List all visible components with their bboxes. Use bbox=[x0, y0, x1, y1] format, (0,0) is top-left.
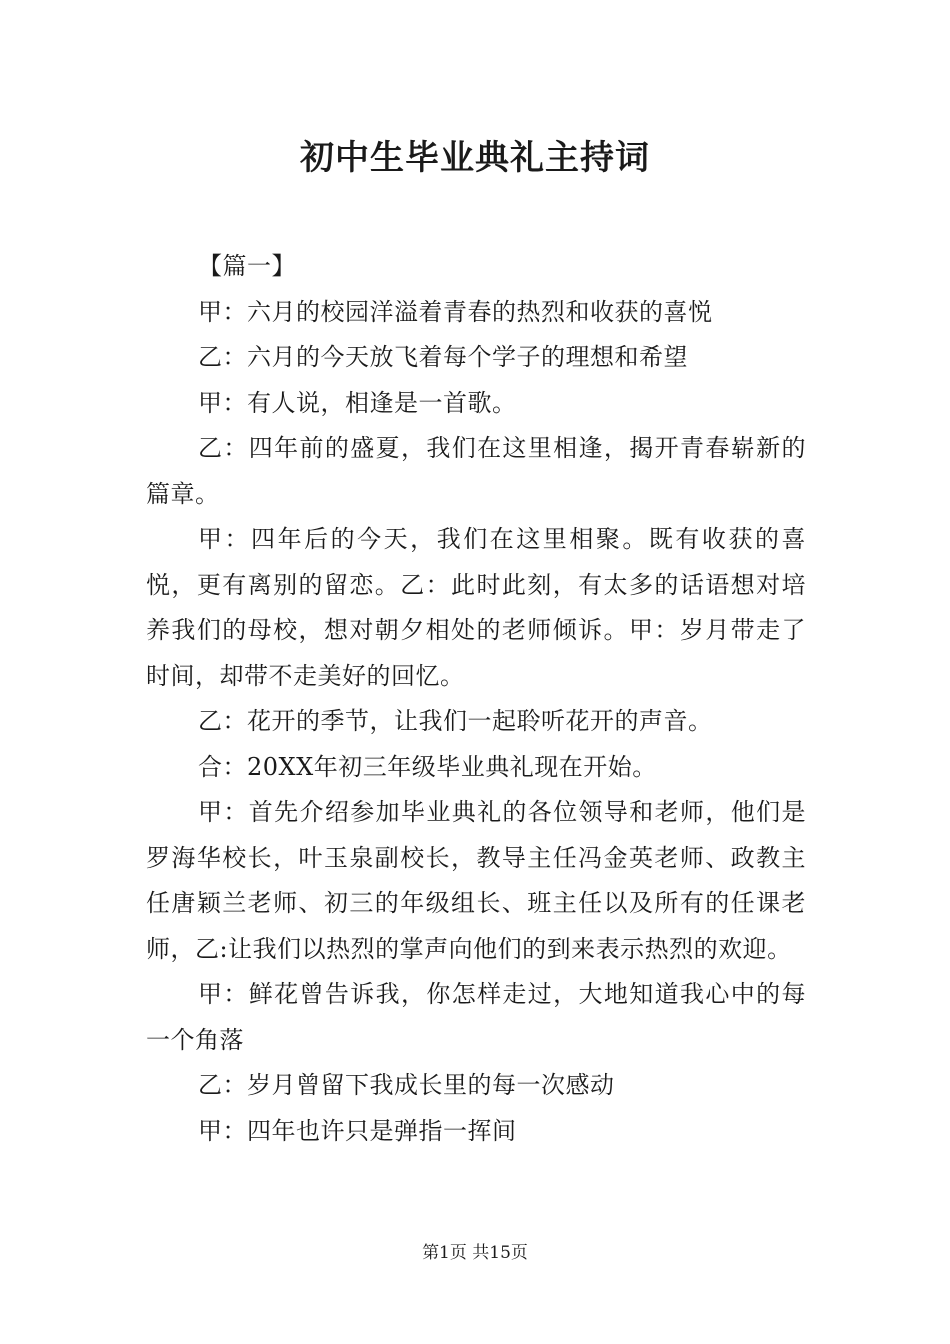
paragraph: 乙：花开的季节，让我们一起聆听花开的声音。 bbox=[198, 707, 713, 735]
document-body bbox=[146, 244, 806, 1154]
paragraph: 乙：六月的今天放飞着每个学子的理想和希望 bbox=[198, 343, 688, 371]
paragraph: 甲：鲜花曾告诉我，你怎样走过，大地知道我心中的每一个角落 bbox=[146, 980, 806, 1054]
paragraph: 甲：有人说，相逢是一首歌。 bbox=[198, 388, 517, 417]
paragraph: 乙：岁月曾留下我成长里的每一次感动 bbox=[198, 1071, 615, 1099]
paragraph: 合：20XX年初三年级毕业典礼现在开始。 bbox=[198, 752, 657, 781]
paragraph: 甲：六月的校园洋溢着青春的热烈和收获的喜悦 bbox=[198, 297, 713, 326]
paragraph: 甲：四年也许只是弹指一挥间 bbox=[198, 1116, 517, 1145]
paragraph: 甲：首先介绍参加毕业典礼的各位领导和老师，他们是罗海华校长，叶玉泉副校长，教导主任冯金英老师、政教主任唐颖兰老师、初三的年级组长、班主任以及所有的任课老师，乙:让我们以热烈的掌声向他们的到来表示热烈的欢迎。 bbox=[146, 798, 806, 963]
section-heading: 【篇一】 bbox=[198, 252, 296, 280]
page-footer: 第1页 共15页 bbox=[422, 1243, 528, 1263]
paragraph: 乙：四年前的盛夏，我们在这里相逢，揭开青春崭新的篇章。 bbox=[146, 434, 806, 508]
paragraph: 甲：四年后的今天，我们在这里相聚。既有收获的喜悦，更有离别的留恋。乙：此时此刻，有太多的话语想对培养我们的母校，想对朝夕相处的老师倾诉。甲：岁月带走了时间，却带不走美好的回忆。 bbox=[146, 525, 806, 690]
document-title: 初中生毕业典礼主持词 bbox=[300, 138, 650, 178]
